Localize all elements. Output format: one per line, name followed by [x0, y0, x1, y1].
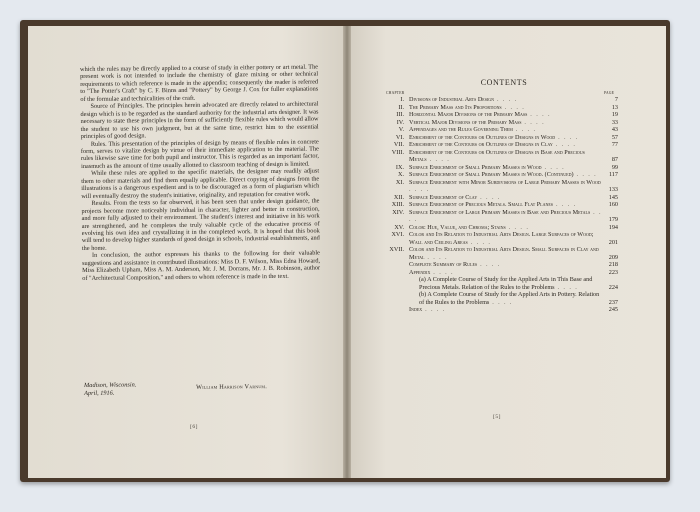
chapter-page: 237	[608, 298, 618, 306]
leader-dots: . . . .	[521, 118, 546, 126]
contents-entry	[378, 231, 618, 246]
contents-entry	[378, 171, 618, 179]
signature-name: William Harrison Varnum.	[196, 383, 268, 391]
chapter-page: 223	[608, 268, 618, 276]
chapter-title	[409, 231, 602, 246]
contents-title: CONTENTS	[480, 78, 528, 87]
contents-list	[378, 96, 618, 314]
chapter-title	[409, 111, 602, 119]
chapter-title	[409, 96, 602, 104]
contents-entry	[378, 134, 618, 142]
contents-entry	[378, 111, 618, 119]
chapter-page: 201	[608, 238, 618, 246]
chapter-title	[409, 209, 602, 224]
leader-dots: . . . .	[555, 133, 579, 141]
leader-dots: . . . .	[553, 201, 577, 208]
chapter-title	[409, 194, 602, 202]
contents-entry	[378, 179, 618, 194]
leader-dots: . . . .	[477, 261, 501, 268]
chapter-page: 43	[611, 126, 618, 133]
chapter-number: IX.	[395, 163, 404, 171]
chapter-page: 218	[608, 261, 618, 268]
chapter-title	[419, 291, 602, 306]
chapter-page: 245	[608, 306, 618, 313]
chapter-page: 77	[611, 141, 618, 148]
chapter-number: XVI.	[391, 231, 404, 238]
chapter-title-text: Vertical Major Divisions of the Primary Mass	[409, 118, 522, 126]
contents-entry	[388, 291, 618, 306]
chapter-title-text: Enrichment of the Contours or Outlines of Designs in Base and Precious Metals	[409, 148, 585, 163]
chapter-title-text: Divisions of Industrial Arts Design	[409, 96, 495, 103]
chapter-title-text: Color: Hue, Value, and Chroma; Stains	[409, 223, 506, 231]
chapter-title	[409, 104, 602, 112]
contents-entry	[378, 96, 618, 104]
chapter-title-text: Horizontal Major Divisions of the Primary Mass	[409, 111, 528, 118]
chapter-page: 179	[608, 216, 618, 223]
contents-entry	[378, 201, 618, 209]
leader-dots: . . . .	[422, 306, 446, 313]
chapter-page: 13	[611, 103, 618, 111]
chapter-number: III.	[396, 111, 404, 118]
chapter-number: VIII.	[391, 148, 404, 156]
signature-place: Madison, Wisconsin.	[84, 381, 137, 389]
leader-dots: . . . .	[489, 298, 513, 306]
chapter-title	[419, 276, 602, 291]
chapter-number: XI.	[395, 178, 404, 186]
chapter-title-text: (b) A Complete Course of Study for the Applied Arts in Pottery. Relation of the Rules to the Problems	[419, 291, 600, 306]
chapter-number: I.	[400, 96, 404, 103]
chapter-title-text: Color and Its Relation to Industrial Arts Design. Small Surfaces in Clay and Metal	[409, 246, 599, 261]
contents-entry	[378, 164, 618, 172]
chapter-title-text: Index	[409, 306, 423, 313]
leader-dots: . . . .	[554, 283, 579, 291]
chapter-column-header: CHAPTER	[386, 91, 405, 95]
contents-entry	[378, 126, 618, 134]
chapter-title-text: Surface Enrichment of Clay	[409, 193, 478, 201]
signature-block	[84, 380, 318, 397]
contents-entry	[378, 269, 618, 277]
contents-entry	[378, 119, 618, 127]
contents-entry	[378, 149, 618, 164]
contents-entry	[378, 104, 618, 112]
chapter-title	[409, 126, 602, 134]
leader-dots: . . . .	[467, 238, 492, 246]
chapter-title	[409, 246, 602, 261]
chapter-page: 133	[608, 186, 618, 193]
chapter-title-text: (a) A Complete Course of Study for the Applied Arts in This Base and Precious Metals. Relation of the Rules to the Problems	[419, 276, 593, 291]
chapter-page: 145	[608, 193, 618, 201]
leader-dots: . . . .	[494, 96, 518, 103]
chapter-page: 7	[614, 96, 618, 103]
leader-dots: . . . .	[541, 163, 566, 171]
page-number-right: [5]	[493, 414, 501, 420]
leader-dots: . . . .	[424, 253, 448, 261]
chapter-number: XIV.	[392, 208, 404, 216]
leader-dots: . . . .	[573, 171, 598, 178]
preface-paragraph: Source of Principles. The principles herein advocated are directly related to architectural design which is to be regarded as the standard authority for the industrial arts designer. It was necessary to state these principles in the form of sufficiently flexible rules which would allow the student to use his own judgment, but at the same time, restrict him to the essential principles of good design.	[80, 100, 319, 141]
chapter-title-text: Enrichment of the Contours or Outlines of Designs in Wood	[409, 133, 556, 141]
chapter-title-text: Surface Enrichment of Small Primary Masses in Wood. (Continued)	[409, 171, 574, 178]
chapter-title-text: Surface Enrichment of Large Primary Masses in Base and Precious Metals	[409, 208, 591, 216]
page-number-left: [6]	[190, 424, 198, 430]
chapter-title	[409, 119, 602, 127]
chapter-title	[409, 171, 602, 179]
chapter-title-text: Complete Summary of Rules	[409, 261, 478, 268]
contents-entry	[378, 224, 618, 232]
chapter-page: 19	[611, 111, 618, 118]
leader-dots: . . . .	[505, 223, 530, 231]
chapter-page: 224	[608, 283, 618, 291]
chapter-title-text: Surface Enrichment of Small Primary Masses in Wood	[409, 163, 542, 171]
preface-paragraph: Results. From the tests so far observed, it has been seen that under design guidance, the projects become more noticeably individual in character, lighter and better in construction, and more fully adjusted to their environment. The student's interest and initiative in his work are strengthened, and he completes the truly valuable cycle of the educative process of evolving his own idea and crystallizing it in the completed work. It is hoped that this book will tend to develop higher standards of good design in schools, industrial establishments, and the home.	[81, 197, 320, 252]
leader-dots: . . . .	[527, 111, 551, 118]
chapter-number: II.	[398, 103, 404, 111]
chapter-title-text: Surface Enrichment of Precious Metals. Small Flat Planes	[409, 201, 554, 208]
preface-paragraph: which the rules may be directly applied to a course of study in either pottery or art metal. The present work is not intended to include the chemistry of glaze mixing or other technical requirements to which reference is made in the appendix; consequently the reader is referred to "The Potter's Craft" by C. F. Binns and "Pottery" by George J. Cox for fuller explanations of the formulae and technicalities of the craft.	[80, 63, 319, 103]
chapter-title-text: The Primary Mass and Its Proportions	[409, 103, 502, 111]
leader-dots: . . . .	[501, 103, 526, 111]
contents-entry	[378, 261, 618, 269]
preface-paragraph: Rules. This presentation of the principles of design by means of flexible rules in concrete form, serves to vitalize design by virtue of their immediate application to the material. The rules likewise save time for both pupil and instructor. This is regarded as an important factor, inasmuch as the amount of time usually allotted to classroom teaching of design is limited.	[80, 138, 319, 170]
chapter-number: XIII.	[391, 201, 404, 208]
chapter-title	[409, 224, 602, 232]
contents-entry	[378, 194, 618, 202]
chapter-title-text: Appendix	[409, 268, 431, 276]
chapter-number: VI.	[395, 133, 404, 141]
chapter-title	[409, 269, 602, 277]
chapter-title-text: Surface Enrichment with Minor Subdivisions of Large Primary Masses in Wood	[409, 178, 601, 186]
chapter-page: 194	[608, 223, 618, 231]
chapter-title-text: Appendages and the Rules Governing Them	[409, 126, 513, 133]
chapter-title-text: Enrichment of the Contours or Outlines of Designs in Clay	[409, 141, 553, 148]
chapter-page: 87	[611, 156, 618, 163]
page-column-header: PAGE	[604, 91, 615, 95]
chapter-number: VII.	[393, 141, 404, 148]
chapter-title	[409, 306, 602, 314]
leader-dots: . . . .	[430, 268, 454, 276]
book-gutter	[343, 26, 351, 478]
leader-dots: . . . .	[512, 126, 537, 133]
chapter-number: XVII.	[389, 246, 404, 253]
chapter-title	[409, 164, 602, 172]
chapter-title	[409, 261, 602, 269]
contents-entry	[378, 246, 618, 261]
contents-entry	[378, 209, 618, 224]
preface-paragraph: While these rules are applied to the specific materials, the designer may readily adjust them to other materials and find them equally applicable. Direct copying of designs from the illustrations is a dangerous expedient and is to be discouraged as a form of plagiarism which will eventually destroy the student's initiative, originality, and reputation for creative work.	[81, 167, 320, 200]
chapter-page: 117	[608, 171, 618, 178]
contents-entry	[388, 276, 618, 291]
chapter-page: 209	[608, 253, 618, 261]
chapter-title-text: Color and Its Relation to Industrial Arts Design. Large Surfaces of Wood; Wall and Ceiling Areas	[409, 231, 594, 246]
leader-dots: . . . .	[409, 186, 430, 193]
chapter-number: XV.	[394, 223, 404, 231]
chapter-number: IV.	[396, 118, 404, 126]
chapter-title	[409, 134, 602, 142]
chapter-title	[409, 141, 602, 149]
leader-dots: . . . .	[426, 156, 451, 163]
signature-date: April, 1916.	[84, 389, 115, 397]
chapter-title	[409, 179, 602, 194]
preface-text	[80, 64, 320, 283]
leader-dots: . . . .	[552, 141, 577, 148]
leader-dots: . . . .	[409, 208, 603, 223]
chapter-page: 33	[611, 118, 618, 126]
chapter-page: 99	[611, 163, 618, 171]
contents-entry	[378, 306, 618, 314]
leader-dots: . . . .	[477, 193, 501, 201]
chapter-number: X.	[397, 171, 404, 178]
chapter-number: XII.	[393, 193, 404, 201]
chapter-page: 160	[608, 201, 618, 208]
preface-paragraph: In conclusion, the author expresses his thanks to the following for their valuable suggestions and assistance in contributed illustrations: Miss D. F. Wilson, Miss Edna Howard, Miss Elizabeth Upham, Miss A. M. Anderson, Mr. J. M. Dorrans, Mr. J. B. Robinson, author of "Architectural Composition," and others to whom reference is made in the text.	[82, 249, 321, 282]
chapter-title	[409, 201, 602, 209]
chapter-number: V.	[398, 126, 404, 133]
chapter-title	[409, 149, 602, 164]
contents-entry	[378, 141, 618, 149]
chapter-page: 57	[611, 133, 618, 141]
